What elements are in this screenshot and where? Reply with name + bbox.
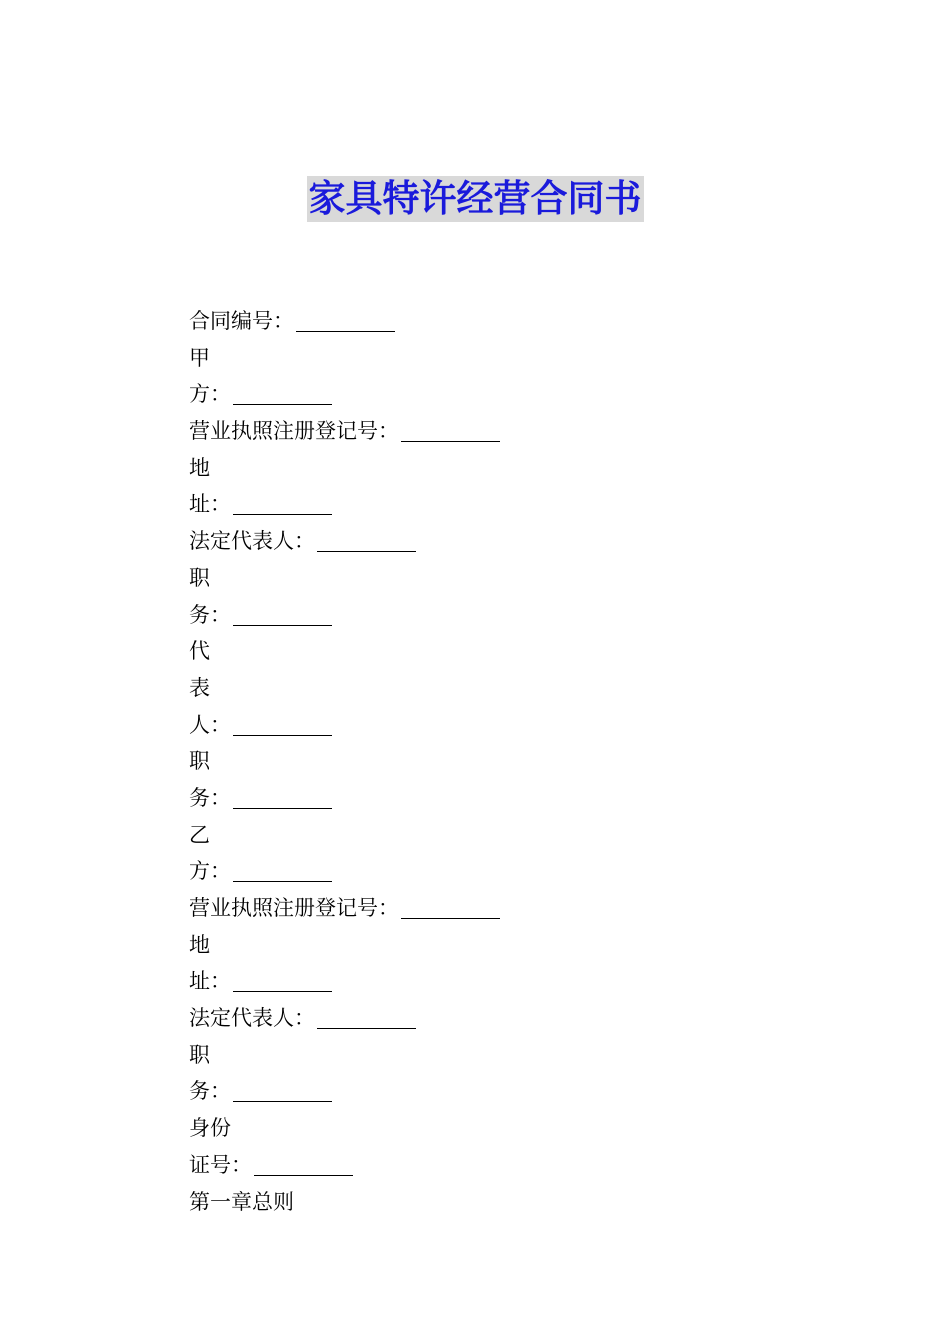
field-label: 地 (189, 455, 210, 480)
field-line (189, 1000, 789, 1037)
field-line (189, 633, 789, 670)
field-label: 法定代表人： (189, 1006, 315, 1031)
field-label: 表 (189, 675, 210, 700)
title-container (0, 176, 950, 222)
field-label: 营业执照注册登记号： (189, 419, 399, 444)
fill-in-blank (233, 859, 332, 882)
field-line (189, 450, 789, 487)
field-line (189, 376, 789, 413)
field-label: 人： (189, 712, 231, 737)
fill-in-blank (401, 896, 500, 919)
field-line (189, 963, 789, 1000)
field-label: 第一章总则 (189, 1189, 294, 1214)
field-line (189, 597, 789, 634)
field-line (189, 486, 789, 523)
fill-in-blank (233, 969, 332, 992)
field-line (189, 853, 789, 890)
field-label: 法定代表人： (189, 529, 315, 554)
field-label: 合同编号： (189, 309, 294, 333)
field-label: 方： (189, 382, 231, 407)
field-line (189, 927, 789, 964)
field-line (189, 743, 789, 780)
field-line (189, 560, 789, 597)
field-line (189, 1110, 789, 1147)
field-label: 职 (189, 1042, 210, 1067)
field-label: 代 (189, 639, 210, 664)
field-label: 甲 (189, 345, 210, 370)
fill-in-blank (233, 713, 332, 736)
fill-in-blank (317, 1006, 416, 1029)
field-line (189, 523, 789, 560)
field-label: 方： (189, 859, 231, 884)
field-label: 址： (189, 492, 231, 517)
field-label: 身份 (189, 1116, 231, 1141)
field-line (189, 1147, 789, 1184)
field-line (189, 1073, 789, 1110)
field-line (189, 303, 789, 340)
field-line (189, 670, 789, 707)
field-line (189, 780, 789, 817)
field-label: 务： (189, 785, 231, 810)
field-label: 务： (189, 1079, 231, 1104)
field-line (189, 890, 789, 927)
field-label: 营业执照注册登记号： (189, 896, 399, 920)
fill-in-blank (233, 786, 332, 809)
field-line (189, 1184, 789, 1221)
field-line (189, 340, 789, 377)
contract-fields (189, 303, 789, 1220)
fill-in-blank (233, 1079, 332, 1102)
field-label: 地 (189, 932, 210, 957)
field-label: 职 (189, 749, 210, 774)
field-label: 务： (189, 602, 231, 627)
field-label: 址： (189, 969, 231, 994)
field-label: 乙 (189, 822, 210, 847)
fill-in-blank (233, 382, 332, 405)
fill-in-blank (233, 603, 332, 626)
fill-in-blank (254, 1153, 353, 1176)
field-label: 证号： (189, 1152, 252, 1177)
field-label: 职 (189, 565, 210, 590)
fill-in-blank (317, 529, 416, 552)
fill-in-blank (401, 419, 500, 442)
document-title: 家具特许经营合同书 (308, 177, 642, 220)
fill-in-blank (296, 309, 395, 332)
field-line (189, 413, 789, 450)
field-line (189, 817, 789, 854)
field-line (189, 707, 789, 744)
fill-in-blank (233, 492, 332, 515)
field-line (189, 1037, 789, 1074)
